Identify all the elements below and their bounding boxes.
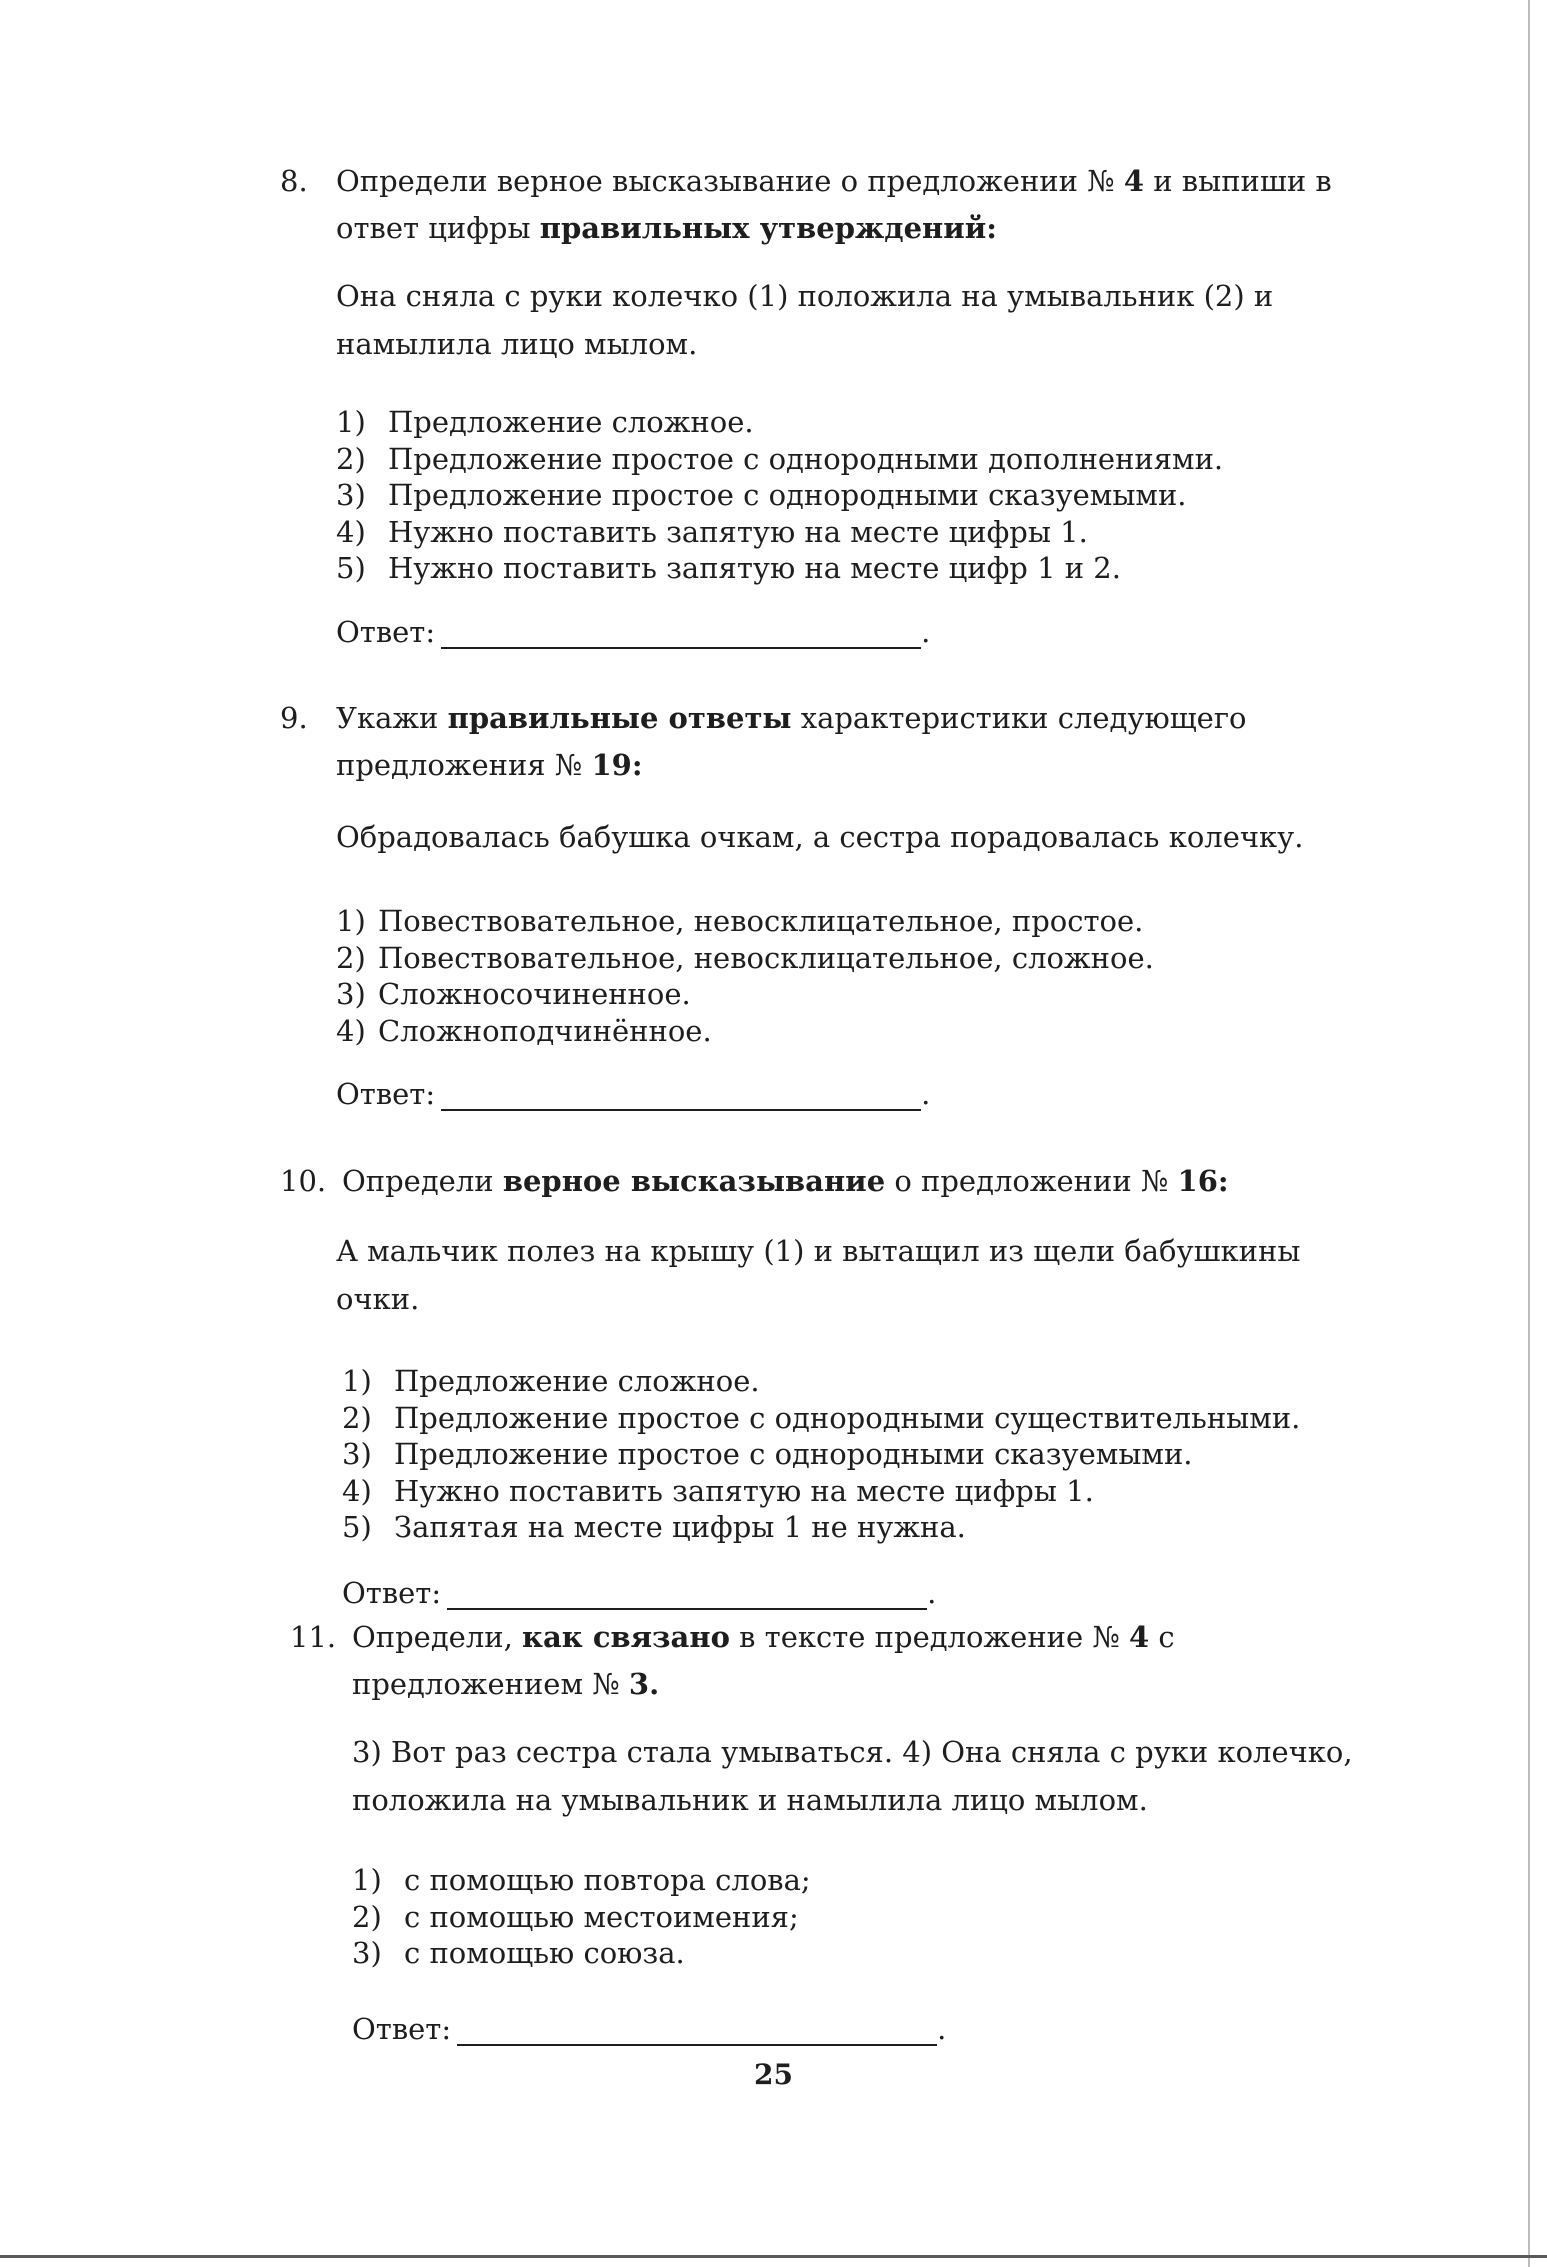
example-sentence: Обрадовалась бабушка очкам, а сестра порадовалась колечку. — [336, 820, 1304, 854]
answer-label: Ответ: — [336, 614, 436, 649]
question-text: 10. Определи верное высказывание о предложении № 16: — [280, 1158, 1380, 1205]
example-sentence: Она сняла с руки колечко (1) положила на умывальник (2) и намылила лицо мылом. — [336, 279, 1274, 361]
answer-blank[interactable] — [441, 1083, 921, 1111]
answer-label: Ответ: — [336, 1077, 436, 1111]
answer-row — [352, 2012, 1390, 2046]
option-item: 2) Повествовательное, невосклицательное, сложное. — [336, 940, 1154, 975]
question-number: 9. — [280, 701, 308, 735]
options-list — [352, 1862, 1390, 1972]
option-item: 1) Предложение сложное. — [336, 405, 754, 439]
options-list — [336, 404, 1380, 587]
option-item: 3) Сложносочиненное. — [336, 977, 691, 1011]
option-item: 2) с помощью местоимения; — [352, 1899, 799, 1934]
answer-period: . — [921, 614, 931, 649]
question-number: 10. — [280, 1164, 327, 1198]
task-11 — [290, 1614, 1390, 2046]
example-sentence: А мальчик полез на крышу (1) и вытащил из щели бабушкины очки. — [336, 1234, 1301, 1316]
options-list — [336, 903, 1380, 1049]
option-item: 2) Предложение простое с однородными существительными. — [342, 1400, 1301, 1435]
answer-row — [336, 615, 1380, 649]
option-item: 3) с помощью союза. — [352, 1936, 685, 1970]
option-item: 4) Нужно поставить запятую на месте цифры 1. — [336, 514, 1088, 549]
answer-period: . — [921, 1077, 931, 1111]
option-item: 1) Предложение сложное. — [342, 1364, 760, 1398]
answer-blank[interactable] — [447, 1582, 927, 1610]
option-item: 4) Нужно поставить запятую на месте цифры 1. — [342, 1473, 1094, 1508]
option-item: 5) Нужно поставить запятую на месте цифр 1 и 2. — [336, 551, 1121, 585]
option-item: 3) Предложение простое с однородными сказуемыми. — [336, 478, 1187, 512]
answer-row — [336, 1077, 1380, 1111]
options-list — [342, 1363, 1380, 1546]
answer-label: Ответ: — [342, 1575, 442, 1610]
answer-blank[interactable] — [457, 2018, 937, 2046]
question-number: 8. — [280, 164, 308, 198]
option-item: 3) Предложение простое с однородными сказуемыми. — [342, 1437, 1193, 1471]
option-item: 2) Предложение простое с однородными дополнениями. — [336, 441, 1224, 476]
option-item: 1) Повествовательное, невосклицательное, простое. — [336, 904, 1144, 938]
question-number: 11. — [290, 1620, 337, 1654]
answer-blank[interactable] — [441, 621, 921, 649]
option-item: 5) Запятая на месте цифры 1 не нужна. — [342, 1510, 966, 1544]
page-number: 25 — [754, 2058, 793, 2091]
answer-period: . — [937, 2011, 947, 2046]
question-text: 11. Определи, как связано в тексте предложение № 4 с предложением № 3. — [290, 1614, 1390, 1708]
task-8 — [280, 158, 1380, 649]
task-9 — [280, 695, 1380, 1111]
question-text: 8. Определи верное высказывание о предложении № 4 и выпиши в ответ цифры правильных утверждений: — [280, 158, 1380, 252]
answer-label: Ответ: — [352, 2011, 452, 2046]
option-item: 4) Сложноподчинённое. — [336, 1013, 712, 1048]
answer-row — [342, 1576, 1380, 1610]
answer-period: . — [927, 1575, 937, 1610]
page-edge-right — [1528, 0, 1530, 2267]
example-sentence: 3) Вот раз сестра стала умываться. 4) Она сняла с руки колечко, положила на умывальник и намылила лицо мылом. — [352, 1735, 1353, 1817]
page-edge-bottom — [0, 2255, 1547, 2258]
option-item: 1) с помощью повтора слова; — [352, 1863, 811, 1897]
question-text: 9. Укажи правильные ответы характеристики следующего предложения № 19: — [280, 695, 1380, 789]
task-10 — [280, 1158, 1380, 1610]
